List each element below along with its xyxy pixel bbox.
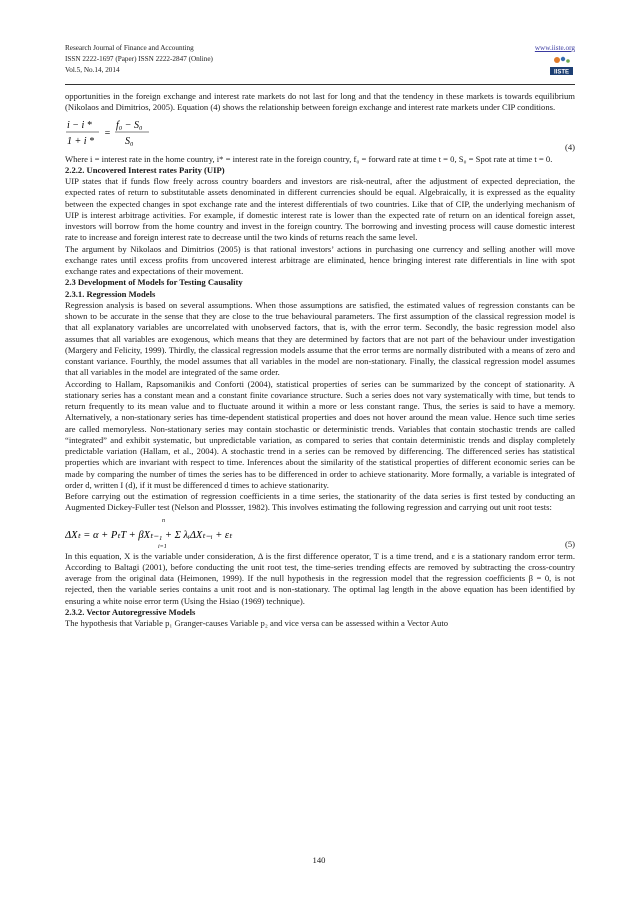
svg-text:1 + i *: 1 + i * <box>67 135 95 147</box>
paragraph: The argument by Nikolaos and Dimitrios (2005) is that rational investors’ actions in purchasing one currency and selling another will move exchange rates until excess profits from uncovered interest arbitrage are eliminated, hence bringing interest rate differentials in line with spot exchange rates and expectations of their movement. <box>65 243 575 276</box>
section-heading: 2.3 Development of Models for Testing Causality <box>65 277 243 288</box>
section-heading: 2.3.1. Regression Models <box>65 288 156 299</box>
svg-text:n: n <box>162 517 165 524</box>
journal-url-link[interactable]: www.iiste.org <box>534 44 575 52</box>
svg-text:S₀: S₀ <box>125 135 134 147</box>
page-header <box>65 43 575 76</box>
equation-number: (4) <box>564 142 575 153</box>
equation-5 <box>65 514 575 551</box>
paragraph: UIP states that if funds flow freely across country boarders and investors are risk-neutral, after the adjustment of expected depreciation, the expected rates of return to substitutable assets denominated in different currencies should be equal. Algebraically, it is expressed as the equality between the expected changes in spot exchange rate and the interest differentials of two countries. Like that of CIP, the underlying mechanism of UIP is interest arbitrage activities. For example, if domestic interest rate is lower than the expected rate of return on an identical foreign asset, investors will borrow from the home country and invest in the foreign country. The borrowing and investing process will cause domestic interest rate to increase and foreign interest rate to decrease until the two kinds of returns reach the same level. <box>65 176 575 243</box>
equation-5-formula <box>65 514 365 551</box>
section-heading: 2.3.2. Vector Autoregressive Models <box>65 606 196 617</box>
section-heading: 2.2.2. Uncovered Interest rates Parity (UIP) <box>65 164 225 175</box>
paragraph: Before carrying out the estimation of regression coefficients in a time series, the stationarity of the data series is first tested by conducting an Augmented Dickey-Fuller test (Nelson and Plossser, 1982). This involves estimating the following regression and carrying out unit root tests: <box>65 491 575 513</box>
svg-text:f₀ − S₀: f₀ − S₀ <box>116 119 143 131</box>
paragraph: The hypothesis that Variable p₁ Granger-causes Variable p₂ and vice versa can be assessed within a Vector Auto <box>65 618 449 628</box>
equation-4-formula <box>65 116 175 156</box>
volume-line: Vol.5, No.14, 2014 <box>65 66 120 74</box>
svg-text:ΔXₜ = α + PₜT + βXₜ₋₁ + Σ λᵢΔX: ΔXₜ = α + PₜT + βXₜ₋₁ + Σ λᵢΔXₜ₋ᵢ + εₜ <box>65 529 233 541</box>
svg-text:i=1: i=1 <box>158 543 167 550</box>
iiste-logo-icon <box>548 55 575 77</box>
svg-text:=: = <box>104 127 111 139</box>
paragraph: Where i = interest rate in the home country, i* = interest rate in the foreign country, f₀ = forward rate at time t = 0, S₀ = Spot rate at time t = 0. <box>65 153 553 164</box>
paragraph: According to Hallam, Rapsomanikis and Conforti (2004), statistical properties of series can be summarized by the concept of stationarity. A stationary series has a constant mean and a constant finite covariance structure. Such a series does not vary systematically with time, but tends to return frequently to its mean value and to fluctuate around it within a more or less constant range. Thus, the series is said to have a memory. Alternatively, a non-stationary series has time-dependent statistical properties and does not hover around the mean value. Hence such time series are called memoryless. Non-stationary series may contain stochastic or deterministic trends. Variables that contain stochastic trends are called “integrated” and exhibit systematic, but unpredictable variation, as compared to series that contain deterministic trends and display completely predictable variation (Hallam, et al., 2004). A stochastic trend in a series can be removed by differencing. The differenced series has statistical properties which are invariant with respect to time. Inferences about the similarity of the statistical properties of different economic series can be made by comparing the number of times the series has to be differenced in order to achieve stationarity. More formally, a variable is integrated of order d, written I (d), if it must be differenced d times to achieve stationarity. <box>65 378 575 490</box>
journal-name: Research Journal of Finance and Accounting <box>65 44 194 52</box>
header-divider <box>65 84 575 85</box>
svg-text:IISTE: IISTE <box>553 69 570 76</box>
page-number: 140 <box>312 855 326 865</box>
equation-4 <box>65 114 575 154</box>
paragraph: opportunities in the foreign exchange and interest rate markets do not last for long and that the tendency in these markets is towards equilibrium (Nikolaos and Dimitrios, 2005). Equation (4) shows the relationship between foreign exchange and interest rate markets under CIP conditions. <box>65 91 575 113</box>
paragraph: Regression analysis is based on several assumptions. When those assumptions are satisfied, the estimated values of regression constants can be shown to be accurate in the sense that they are close to the true behavioural parameters. The first assumption of the classical regression model is that all explanatory variables are uncorrelated with unobserved factors, that is, with the error term. Secondly, the basic regression model also assumes that all variables are exogenous, which means that they are determined by factors that are not part of the behaviour under investigation (Margery and Felicity, 1999). Thirdly, the classical regression models assume that the error terms are normally distributed with a means of zero and constant variance. Fourthly, the model assumes that all variables in the model are non-stationary. Finally, the classical regression model assumes that all variables in the model are integrated of the same order. <box>65 299 575 378</box>
issn-line: ISSN 2222-1697 (Paper) ISSN 2222-2847 (Online) <box>65 55 213 63</box>
equation-number: (5) <box>564 539 575 550</box>
svg-text:i − i *: i − i * <box>67 119 92 131</box>
body-text <box>65 91 575 629</box>
paragraph: In this equation, X is the variable under consideration, Δ is the first difference operator, T is a time trend, and ε is a stationary random error term. According to Baltagi (2001), before conducting the unit root test, the time-series trending effects are removed by subtracting the cross-country average from the original data (Heimonen, 1999). If the null hypothesis in the regression model that the regression coefficients β = 0, is not rejected, then the variable series contains a unit root and is non-stationary. The optimal lag length in the above equation has been identified by ensuring a white noise error term (Using the Hsiao (1969) technique). <box>65 550 575 606</box>
